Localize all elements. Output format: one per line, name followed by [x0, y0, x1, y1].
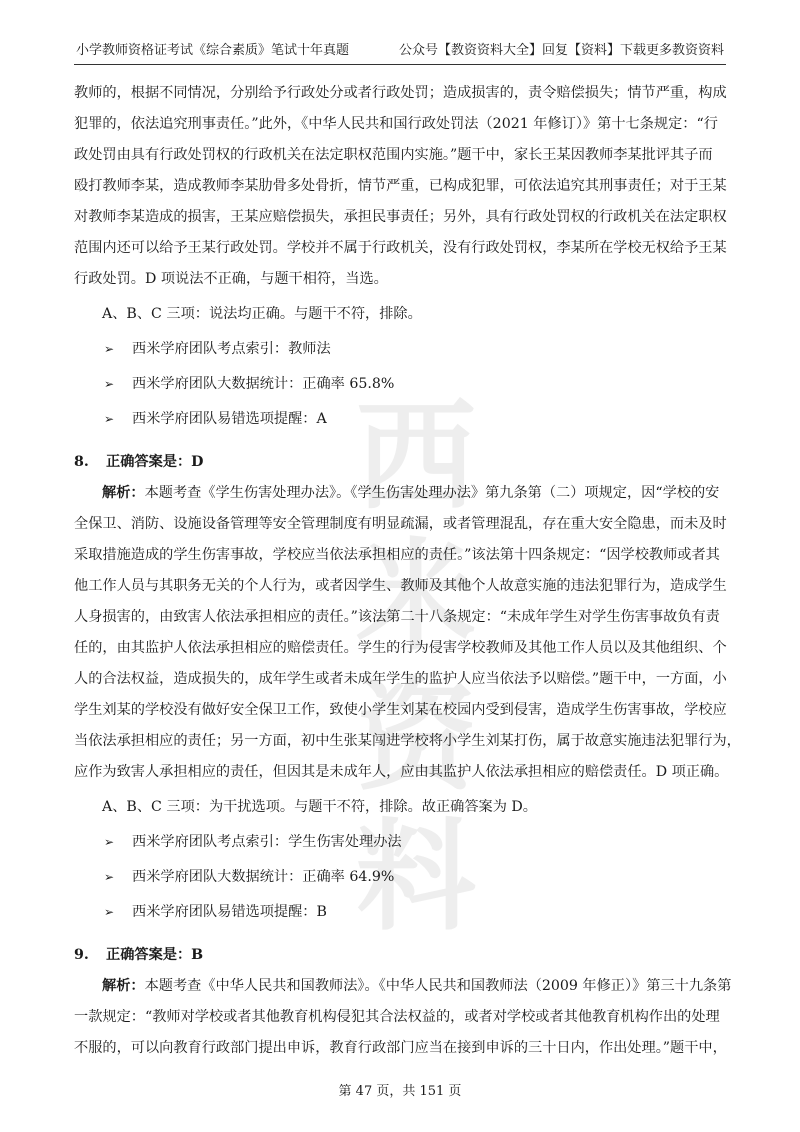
text-line: 范围内还可以给予王某行政处罚。学校并不属于行政机关，没有行政处罚权，李某所在学校无权给予王某	[74, 240, 727, 256]
arrow-bullet-icon: ➢	[104, 377, 115, 391]
arrow-bullet-icon: ➢	[104, 412, 115, 426]
text-line: 学生刘某的学校没有做好安全保卫工作，致使小学生刘某在校园内受到侵害，造成学生伤害事故，学校应	[74, 702, 727, 718]
q7-bullet-stats	[74, 369, 726, 400]
question-number: 9.	[74, 947, 89, 963]
text-line	[74, 478, 726, 509]
answer-text: 正确答案是：B	[106, 947, 204, 963]
bullet-text: 西米学府团队考点索引：学生伤害处理办法	[132, 834, 402, 850]
bullet-text: 西米学府团队大数据统计：正确率 65.8%	[132, 376, 395, 392]
text-line: 犯罪的，依法追究刑事责任。”此外，《中华人民共和国行政处罚法（2021 年修订）》第十七条规定：“行	[74, 116, 718, 132]
text-line: 他工作人员与其职务无关的个人行为，或者因学生、教师及其他个人故意实施的违法犯罪行为，造成学生	[74, 578, 727, 594]
answer-text: 正确答案是：D	[106, 454, 204, 470]
text-line: 应作为致害人承担相应的责任，但因其是未成年人，应由其监护人依法承担相应的赔偿责任。D 项正确。	[74, 764, 729, 780]
q9-explanation	[74, 971, 732, 1064]
header-title: 小学教师资格证考试《综合素质》笔试十年真题	[76, 43, 350, 58]
page-footer	[0, 1080, 800, 1099]
text-line: 政处罚由具有行政处罚权的行政机关在法定职权范围内实施。”题干中，家长王某因教师李某批评其子而	[74, 147, 713, 163]
bullet-text: 西米学府团队考点索引：教师法	[132, 341, 331, 357]
text-line: 人身损害的，由致害人依法承担相应的责任。”该法第二十八条规定：“未成年学生对学生伤害事故负有责	[74, 609, 720, 625]
analysis-first-line: 本题考查《中华人民共和国教师法》。《中华人民共和国教师法（2009 年修正）》第三十九条第	[144, 978, 732, 994]
header-promo: 公众号【教资资料大全】回复【资料】下载更多教资资料	[398, 43, 724, 58]
text-line: 人的合法权益，造成损失的，成年学生或者未成年学生的监护人应当依法予以赔偿。”题干中，一方面，小	[74, 671, 727, 687]
q7-explanation	[74, 78, 726, 295]
bullet-text: 西米学府团队易错选项提醒：A	[132, 411, 327, 427]
document-body	[74, 78, 741, 1064]
q7-abc-note: A、B、C 三项：说法均正确。与题干不符，排除。	[102, 306, 422, 322]
arrow-bullet-icon: ➢	[104, 835, 115, 849]
text-line: 任的，由其监护人依法承担相应的赔偿责任。学生的行为侵害学校教师及其他工作人员以及其他组织、个	[74, 640, 727, 656]
text-line: 一款规定：“教师对学校或者其他教育机构侵犯其合法权益的，或者对学校或者其他教育机构作出的处理	[74, 1009, 720, 1025]
analysis-first-line: 本题考查《学生伤害处理办法》。《学生伤害处理办法》第九条第（二）项规定，因“学校的安	[144, 485, 720, 501]
arrow-bullet-icon: ➢	[104, 905, 115, 919]
text-line: 殴打教师李某，造成教师李某肋骨多处骨折，情节严重，已构成犯罪，可依法追究其刑事责任；对于王某	[74, 178, 727, 194]
page-header	[74, 40, 726, 65]
q8-abc-note: A、B、C 三项：为干扰选项。与题干不符，排除。故正确答案为 D。	[102, 799, 537, 815]
watermark-row-2: 资料	[356, 668, 480, 947]
bullet-text: 西米学府团队易错选项提醒：B	[132, 904, 327, 920]
q8-bullet-error	[74, 897, 726, 928]
q8-bullet-topic	[74, 827, 726, 858]
text-line: 对教师李某造成的损害，王某应赔偿损失，承担民事责任；另外，具有行政处罚权的行政机关在法定职权	[74, 209, 727, 225]
watermark-row-1: 西米	[356, 388, 480, 667]
arrow-bullet-icon: ➢	[104, 342, 115, 356]
analysis-label: 解析：	[102, 485, 145, 501]
text-line: 不服的，可以向教育行政部门提出申诉，教育行政部门应当在接到申诉的三十日内，作出处理。”题干中，	[74, 1040, 727, 1056]
q8-explanation	[74, 478, 741, 788]
question-number: 8.	[74, 454, 89, 470]
text-line: 全保卫、消防、设施设备管理等安全管理制度有明显疏漏，或者管理混乱，存在重大安全隐患，而未及时	[74, 516, 727, 532]
q7-bullet-error	[74, 404, 726, 435]
page-number: 第 47 页，共 151 页	[338, 1084, 462, 1099]
text-line: 采取措施造成的学生伤害事故，学校应当依法承担相应的责任。”该法第十四条规定：“因学校教师或者其	[74, 547, 720, 563]
text-line: 当依法承担相应的责任；另一方面，初中生张某闯进学校将小学生刘某打伤，属于故意实施违法犯罪行为，	[74, 733, 741, 749]
text-line: 教师的，根据不同情况，分别给予行政处分或者行政处罚；造成损害的，责令赔偿损失；情节严重，构成	[74, 85, 727, 101]
q8-answer	[74, 447, 726, 478]
text-line: 行政处罚。D 项说法不正确，与题干相符，当选。	[74, 271, 388, 287]
q9-answer	[74, 940, 726, 971]
text-line	[74, 971, 732, 1002]
q7-bullet-topic	[74, 334, 726, 365]
analysis-label: 解析：	[102, 978, 145, 994]
q8-bullet-stats	[74, 862, 726, 893]
arrow-bullet-icon: ➢	[104, 870, 115, 884]
bullet-text: 西米学府团队大数据统计：正确率 64.9%	[132, 869, 395, 885]
